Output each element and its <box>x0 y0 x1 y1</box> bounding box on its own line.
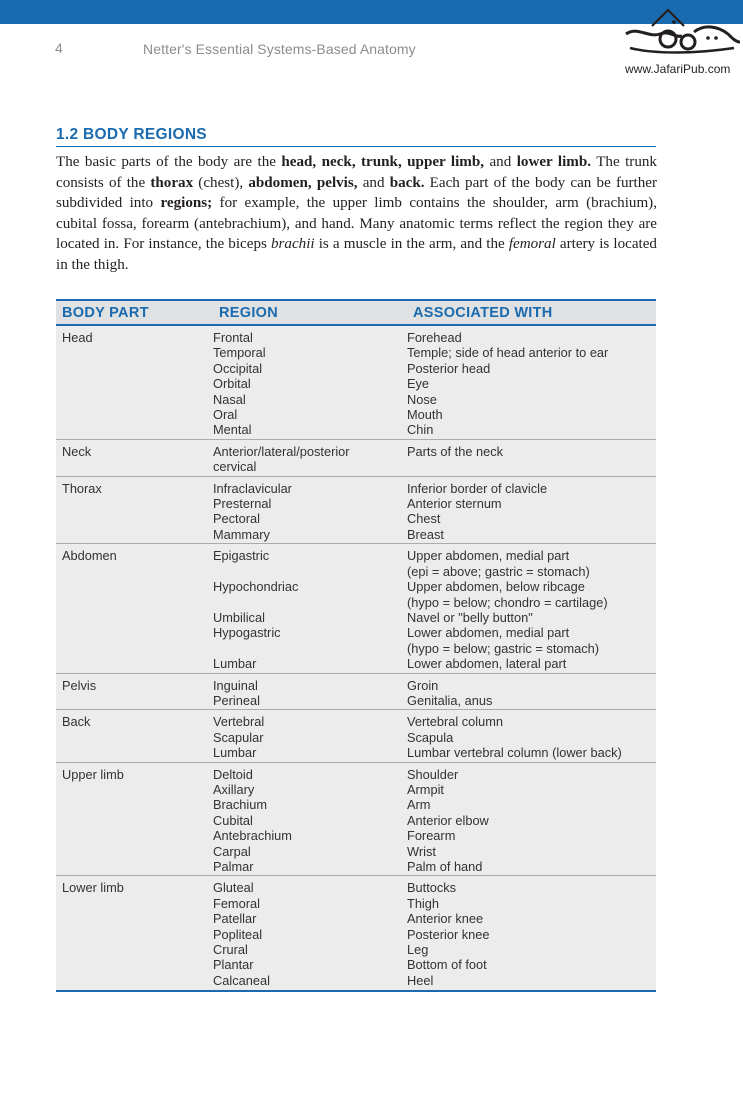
region-line: cervical <box>213 459 257 475</box>
term-brachii: brachii <box>270 236 315 252</box>
region-line: Calcaneal <box>213 972 270 988</box>
associated-line: Inferior border of clavicle <box>407 480 548 496</box>
intro-text: The basic parts of the body are the <box>56 154 282 170</box>
cell-associated-with <box>407 330 656 438</box>
intro-text: is a muscle in the arm, and the <box>314 236 509 252</box>
cell-associated-with <box>407 548 656 671</box>
body-regions-table <box>56 299 656 992</box>
associated-line: Breast <box>407 526 444 542</box>
associated-line: Lumbar vertebral column (lower back) <box>407 745 622 761</box>
table-row <box>56 763 656 877</box>
region-line: Deltoid <box>213 766 253 782</box>
term-neck: neck, <box>321 154 356 170</box>
region-line <box>213 564 407 579</box>
associated-line: Scapula <box>407 729 454 745</box>
term-upper-limb: upper limb, <box>407 154 485 170</box>
term-femoral: femoral <box>508 236 556 252</box>
associated-line: Eye <box>407 376 430 392</box>
cell-region <box>213 678 407 709</box>
region-line: Brachium <box>213 797 268 813</box>
associated-line: Lower abdomen, medial part <box>407 625 570 641</box>
term-regions: regions; <box>160 195 213 211</box>
column-header-associated-with: ASSOCIATED WITH <box>413 305 553 321</box>
table-row <box>56 674 656 711</box>
intro-text: artery is located in the thigh. <box>56 236 657 273</box>
cell-region <box>213 767 407 875</box>
associated-line: Armpit <box>407 781 444 797</box>
associated-line: Lower abdomen, lateral part <box>407 656 567 672</box>
associated-line: Thigh <box>407 895 440 911</box>
region-line: Hypogastric <box>213 625 281 641</box>
publisher-logo <box>624 4 740 56</box>
cell-body-part: Thorax <box>62 480 102 496</box>
running-head: Netter's Essential Systems-Based Anatomy <box>143 41 416 57</box>
intro-paragraph <box>56 152 657 275</box>
region-line: Mental <box>213 422 252 438</box>
associated-line: Anterior elbow <box>407 812 489 828</box>
region-line: Antebrachium <box>213 828 292 844</box>
term-trunk: trunk, <box>361 154 402 170</box>
intro-text: Each part of the body can be further subdivided into <box>56 174 658 211</box>
associated-line: Upper abdomen, medial part <box>407 548 570 564</box>
section-title: 1.2 BODY REGIONS <box>56 126 207 143</box>
table-row-grid <box>56 714 656 760</box>
intro-text: for example, the upper limb contains the shoulder, arm (brachium), cubital fossa, forearm (antebrachium), and hand. Many anatomic terms reflect the region they are located in. For instance, the biceps <box>56 195 657 252</box>
table-row-grid <box>56 330 656 438</box>
associated-line: Parts of the neck <box>407 443 504 459</box>
associated-line: Shoulder <box>407 766 459 782</box>
region-line: Cubital <box>213 812 253 828</box>
associated-line: Palm of hand <box>407 859 483 874</box>
cell-region <box>213 444 407 475</box>
table-row <box>56 710 656 762</box>
associated-line: Anterior sternum <box>407 496 502 512</box>
cell-region <box>213 880 407 988</box>
associated-line: Posterior head <box>407 360 491 376</box>
associated-line: (hypo = below; chondro = cartilage) <box>407 594 608 610</box>
region-line: Pectoral <box>213 511 260 527</box>
associated-line: Genitalia, anus <box>407 692 493 708</box>
region-line: Temporal <box>213 345 266 361</box>
associated-line: (hypo = below; gastric = stomach) <box>407 640 600 656</box>
table-row <box>56 876 656 992</box>
region-line <box>213 641 407 656</box>
cell-region <box>213 548 407 671</box>
associated-line: Forearm <box>407 828 456 844</box>
associated-line: Nose <box>407 391 437 407</box>
table-row <box>56 477 656 545</box>
region-line: Mammary <box>213 526 270 542</box>
cell-associated-with <box>407 444 656 475</box>
associated-line: Groin <box>407 677 439 693</box>
column-header-body-part: BODY PART <box>62 305 149 321</box>
region-line: Plantar <box>213 957 254 973</box>
associated-line: Buttocks <box>407 880 457 896</box>
publisher-url: www.JafariPub.com <box>625 62 731 76</box>
cell-region <box>213 330 407 438</box>
term-pelvis: pelvis, <box>316 174 358 191</box>
cell-body-part: Head <box>62 330 93 345</box>
term-abdomen: abdomen, <box>248 174 312 191</box>
region-line: Hypochondriac <box>213 579 299 595</box>
cell-associated-with <box>407 880 656 988</box>
region-line: Vertebral <box>213 714 265 730</box>
region-line: Epigastric <box>213 548 270 564</box>
term-head: head, <box>281 154 317 170</box>
region-line: Palmar <box>213 859 254 874</box>
associated-line: Bottom of foot <box>407 957 487 973</box>
region-line: Gluteal <box>213 880 254 896</box>
associated-line: Posterior knee <box>407 926 490 942</box>
region-line: Umbilical <box>213 609 265 625</box>
section-title-rule <box>56 146 656 147</box>
term-lower-limb: lower limb. <box>516 154 592 170</box>
associated-line: Vertebral column <box>407 714 504 730</box>
region-line: Orbital <box>213 376 251 392</box>
page-number: 4 <box>55 40 63 56</box>
associated-line: Heel <box>407 972 434 988</box>
cell-associated-with <box>407 714 656 760</box>
region-line: Scapular <box>213 729 264 745</box>
table-row-grid <box>56 678 656 709</box>
region-line: Lumbar <box>213 656 257 672</box>
table-body <box>56 326 656 992</box>
cell-body-part: Back <box>62 714 91 730</box>
cell-body-part: Lower limb <box>62 880 124 896</box>
region-line: Occipital <box>213 360 263 376</box>
column-header-region: REGION <box>219 305 278 321</box>
cell-associated-with <box>407 481 656 543</box>
associated-line: Upper abdomen, below ribcage <box>407 579 585 595</box>
region-line: Femoral <box>213 895 260 911</box>
region-line: Popliteal <box>213 926 263 942</box>
region-line: Frontal <box>213 330 253 345</box>
region-line: Crural <box>213 942 248 958</box>
region-line: Axillary <box>213 781 255 797</box>
region-line: Presternal <box>213 496 272 512</box>
associated-line <box>407 459 656 474</box>
table-row-grid <box>56 767 656 875</box>
cell-body-part: Pelvis <box>62 677 97 693</box>
term-back: back. <box>389 174 425 191</box>
region-line: Perineal <box>213 692 260 708</box>
associated-line: Wrist <box>407 843 436 859</box>
associated-line: Navel or "belly button" <box>407 609 533 625</box>
intro-text: (chest), <box>193 174 249 191</box>
table-row <box>56 544 656 673</box>
table-row-grid <box>56 481 656 543</box>
region-line <box>213 594 407 609</box>
associated-line: Chin <box>407 422 434 438</box>
cell-associated-with <box>407 678 656 709</box>
cell-body-part: Abdomen <box>62 548 117 564</box>
associated-line: Chest <box>407 511 441 527</box>
associated-line: Temple; side of head anterior to ear <box>407 345 609 361</box>
region-line: Inguinal <box>213 677 258 693</box>
associated-line: Arm <box>407 797 431 813</box>
cell-region <box>213 481 407 543</box>
region-line: Nasal <box>213 391 246 407</box>
region-line: Lumbar <box>213 745 257 761</box>
intro-text: The trunk consists of the <box>56 154 657 191</box>
table-row-grid <box>56 880 656 988</box>
associated-line: (epi = above; gastric = stomach) <box>407 563 590 579</box>
table-row <box>56 326 656 440</box>
term-thorax: thorax <box>150 174 194 191</box>
table-row-grid <box>56 444 656 475</box>
table-row <box>56 440 656 477</box>
intro-text: and <box>357 174 390 191</box>
region-line: Oral <box>213 407 238 423</box>
region-line: Infraclavicular <box>213 480 292 496</box>
associated-line: Mouth <box>407 407 443 423</box>
table-row-grid <box>56 548 656 671</box>
region-line: Anterior/lateral/posterior <box>213 443 350 459</box>
associated-line: Forehead <box>407 330 462 345</box>
associated-line: Anterior knee <box>407 911 484 927</box>
cell-body-part: Upper limb <box>62 766 124 782</box>
table-header-row <box>56 301 656 324</box>
cell-body-part: Neck <box>62 443 92 459</box>
region-line: Patellar <box>213 911 257 927</box>
intro-text: and <box>484 154 517 170</box>
cell-region <box>213 714 407 760</box>
associated-line: Leg <box>407 942 429 958</box>
cell-associated-with <box>407 767 656 875</box>
region-line: Carpal <box>213 843 251 859</box>
